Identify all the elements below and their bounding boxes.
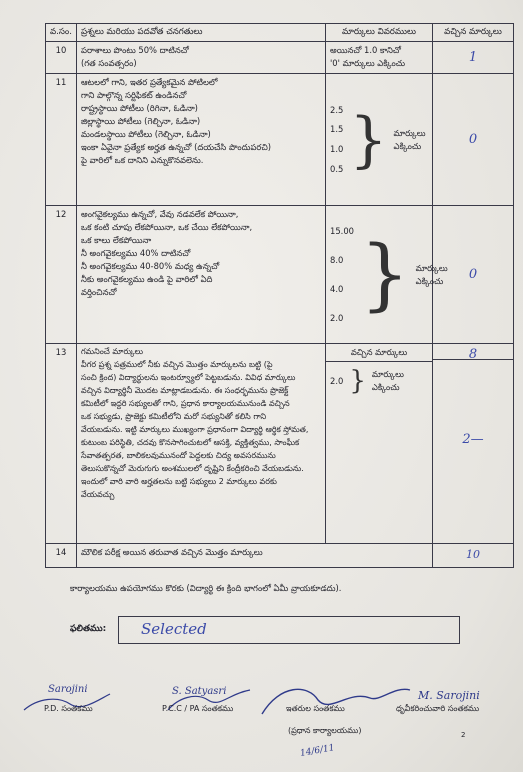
marks-value: 2.0 — [330, 312, 344, 323]
row-marks-details — [326, 74, 433, 206]
desc-line: వేయబడును. ఇట్టి మార్కులు ముఖ్యంగా ప్రధానంగా విద్యార్థి ఆర్థిక స్తోమత, — [81, 425, 309, 435]
row-number: 11 — [46, 74, 77, 206]
marks-note-line: ఎక్కించు — [415, 275, 444, 286]
desc-line: ఒక కాలు లేకపోయినా — [81, 235, 152, 246]
desc-line: ఒక సభ్యుడు, ప్రొజెక్టు కమిటీలోని మరో సభ్యునితో కలిసి గాని — [81, 412, 267, 422]
header-marks-obtained: వచ్చిన మార్కులు — [433, 24, 514, 42]
row-marks-obtained — [433, 42, 514, 74]
row-number: 13 — [46, 344, 77, 544]
marks-value: 2.5 — [330, 104, 344, 115]
desc-line: నీకు అంగవైకల్యము ఉండి పై వారిలో ఏది — [81, 274, 213, 285]
header-description: ప్రశ్నలు మరియు పదవోత చనగతులు — [77, 24, 326, 42]
desc-line: అంగవైకల్యము ఉన్నచో, వేవు నడవలేక పోయినా, — [81, 209, 239, 220]
marks-values — [330, 225, 354, 325]
signature-verifier: M. Sarojini — [418, 689, 480, 702]
desc-line: ఇంకా ఏవైనా ప్రత్యేక అర్హత ఉన్నచో (దయచేసి పొందుపరచి) — [81, 142, 272, 153]
row-number: 10 — [46, 42, 77, 74]
marks-note-line: ఎక్కించు — [371, 382, 400, 393]
marks-note-line: మార్కులు — [415, 262, 448, 273]
table-row — [46, 42, 514, 74]
desc-line: సంచి క్రింద) విద్యార్థులను ఇంటర్వ్యూలో పెట్టబడును. వివిధ మార్కులు — [81, 373, 296, 383]
marks-value: 1.0 — [330, 144, 344, 155]
desc-line: మండలస్థాయి పోటీలు (గెల్చినా, ఓడినా) — [81, 129, 211, 140]
signature-label-pd: P.D. సంతకము — [44, 704, 93, 713]
desc-line: రాష్ట్రస్థాయి పోటీలు (రిగినా, ఓడినా) — [81, 103, 198, 114]
marks-value: 1.5 — [330, 124, 344, 135]
desc-line: తెలుసుకొన్నచో మెరుగుగు అంశములలో దృష్టిని కేంద్రీకరించి వేయబడును. — [81, 463, 304, 473]
row-description — [77, 344, 326, 544]
signature-pcc: S. Satyasri — [172, 686, 227, 697]
desc-line: వీగర ప్రశ్న పత్రములో నీకు వచ్చిన మొత్తం మార్కులను బట్టి (పై — [81, 360, 273, 370]
marks-values — [330, 104, 343, 176]
table-row — [46, 544, 514, 568]
result-label: ఫలితము: — [70, 624, 107, 634]
handwritten-mark: 0 — [468, 266, 478, 282]
handwritten-mark: 2 — [462, 432, 471, 448]
row-marks-details — [326, 344, 433, 544]
signature-label-verifier: ధృవీకరించువారి సంతకము — [396, 704, 480, 713]
desc-line: ఒక కంటి చూపు లేకపోయినా, ఒక చేయి లేకపోయినా, — [81, 222, 253, 233]
marks-note — [394, 127, 426, 153]
row-marks-obtained — [433, 344, 514, 544]
marks-note-line: ఎక్కించు — [393, 140, 422, 151]
desc-line: కమిటీలో ఇద్దరి సభ్యులతో గాని, ప్రధాన కార్యాలయమునుండి వచ్చిన — [81, 399, 290, 409]
row-description — [77, 74, 326, 206]
desc-line: నీ అంగవైకల్యము 40% దాటినచో — [81, 248, 191, 259]
page-number: 2 — [461, 731, 466, 739]
desc-line: వర్తించినచో — [81, 287, 117, 298]
desc-line: పరాశాలు పొంటు 50% దాటినచో — [81, 45, 189, 56]
signature-pd: Sarojini — [48, 684, 88, 695]
marks-value: 0.5 — [330, 163, 344, 174]
handwritten-mark: 10 — [466, 548, 480, 562]
header-serial: వ.సం. — [46, 24, 77, 42]
row-number: 14 — [46, 544, 77, 568]
desc-line: పై వారిలో ఒక దానిని ఎన్నుకొనవలెను. — [81, 155, 204, 166]
desc-line: కుటుంబ పరిస్థితి, చదవు కొనసాగించుటలో ఆసక్తి, వ్యక్తిత్వము, సాంఘీక — [81, 437, 300, 447]
brace-icon: } — [359, 229, 410, 320]
desc-line: ఆటలలో గాని, ఇతర ప్రత్యేకమైన పోటిలలో — [81, 77, 218, 88]
result-value: Selected — [141, 620, 207, 638]
marks-value: 8.0 — [330, 254, 344, 265]
row-marks-details — [326, 206, 448, 344]
marks-group — [330, 104, 428, 176]
desc-title: గమనించే మార్కులు — [81, 347, 144, 357]
marks-group — [330, 225, 448, 325]
row-marks-obtained — [433, 74, 514, 206]
brace-icon: } — [349, 104, 388, 175]
marks-value: 4.0 — [330, 283, 344, 294]
marks-note — [372, 368, 404, 394]
result-field — [118, 616, 460, 644]
sub-header-value-cell — [433, 344, 513, 363]
head-office-label: (ప్రధాన కార్యాలయము) — [288, 726, 362, 735]
handwritten-mark: 8 — [468, 347, 478, 363]
row-description — [77, 206, 326, 344]
marks-note-line: మార్కులు — [371, 369, 404, 380]
marks-value: 2.0 — [330, 375, 344, 386]
row-description — [77, 42, 326, 74]
desc-line: వచ్చిన విద్యార్థినీ మొదట మాట్లాడబడును. ఈ సంధర్భమును ప్రొజెక్ట్ — [81, 386, 289, 396]
marks-value: 15.00 — [330, 225, 354, 236]
desc-line: వేయవచ్చు — [81, 489, 115, 499]
signature-label-pcc: P.C.C / PA సంతకము — [162, 704, 234, 713]
desc-line: సేవాతత్పరత, బాలికలవుమునందో పెద్దలకు చిద్య అవసరమును — [81, 450, 276, 460]
desc-line: (గత సంవత్సరం) — [81, 58, 137, 69]
row-number: 12 — [46, 206, 77, 344]
date-scrawl: 14/6/11 — [299, 743, 336, 759]
table-row — [46, 74, 514, 206]
row-description: మౌలిక పరీక్ష అయిన తరువాత వచ్చిన మొత్తం మార్కులు — [77, 544, 433, 568]
table-row — [46, 344, 514, 544]
desc-line: జిల్లాస్థాయి పోటీలు (గెల్చినా, ఓడినా) — [81, 116, 201, 127]
marks-note-line: మార్కులు — [393, 127, 426, 138]
desc-line: గాని పాల్గొన్న సర్టిఫికట్ ఉండినచో — [81, 90, 187, 101]
desc-line: ఇందులో వారి వారి అర్హతలను బట్టి సభ్యులు 2 మార్కులు వరకు — [81, 476, 277, 486]
header-marks-details: మార్కులు వివరములు — [326, 24, 433, 42]
handwritten-mark: 0 — [468, 131, 478, 147]
row-marks-obtained — [433, 544, 514, 568]
marks-note — [416, 262, 448, 288]
marks-table — [45, 23, 514, 568]
sub-header-marks: వచ్చిన మార్కులు — [326, 344, 432, 362]
marks-line: '0' మార్కులు ఎక్కించు — [330, 58, 405, 69]
brace-icon: } — [349, 366, 366, 397]
row-marks-details — [326, 42, 433, 74]
dash-mark-icon: — — [470, 432, 484, 448]
table-row — [46, 206, 514, 344]
marks-line: అయినచో 1.0 కానిచో — [330, 45, 401, 56]
handwritten-mark: 1 — [468, 49, 478, 65]
signature-label-other: ఇతరుల సంతకము — [286, 704, 345, 713]
marks-group — [326, 362, 432, 400]
got-cell — [433, 360, 513, 450]
desc-line: నీ అంగవైకల్యము 40-80% మధ్య ఉన్నచో — [81, 261, 220, 272]
table-header-row — [46, 24, 514, 42]
office-use-note: కార్యాలయము ఉపయోగము కొరకు (విద్యార్థి ఈ క్రింది భాగంలో ఏమీ వ్రాయకూడదు). — [70, 583, 342, 593]
